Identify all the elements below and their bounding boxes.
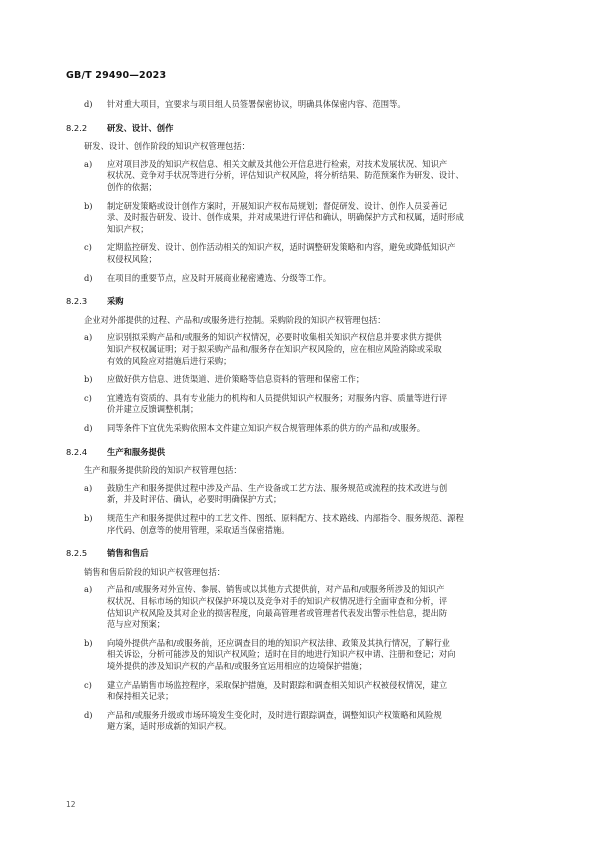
list-item-line: 向境外提供产品和/或服务前，还应调查目的地的知识产权法律、政策及其执行情况，了解行业 [107,637,450,648]
list-item-line: 应对项目涉及的知识产权信息、相关文献及其他公开信息进行检索，对技术发展状况、知识产 [107,158,448,169]
list-item-marker: b) [84,200,93,211]
list-item-line: 录、及时报告研发、设计、创作成果，并对成果进行评估和确认，明确保护方式和权属，适时形成 [107,212,464,223]
list-item-line: 知识产权； [107,223,149,234]
list-item-marker: c) [84,679,92,690]
list-item-line: 制定研发策略或设计创作方案时，开展知识产权布局规划；督促研发、设计、创作人员妥善记 [107,200,448,211]
list-item-line: 产品和/或服务对外宣传、参展、销售或以其他方式提供前，对产品和/或服务所涉及的知识产 [107,584,445,595]
list-item-line: 权状况、竞争对手状况等进行分析，评估知识产权风险，将分析结果、防范预案作为研发、设计、 [107,170,464,181]
list-item-line: 建立产品销售市场监控程序，采取保护措施，及时跟踪和调查相关知识产权被侵权情况，建立 [107,679,448,690]
intro-list-item-marker: d) [84,99,93,109]
standard-code-header: GB/T 29490—2023 [66,70,167,81]
list-item-line: 权状况、目标市场的知识产权保护环境以及竞争对手的知识产权情况进行全面审查和分析，评 [107,596,448,606]
list-item-marker: a) [84,332,93,343]
page-number: 12 [66,800,76,809]
list-item-line: 宜遴选有资质的、具有专业能力的机构和人员提供知识产权服务；对服务内容、质量等进行评 [107,392,448,403]
list-item-line: 境外提供的涉及知识产权的产品和/或服务宜运用相应的边境保护措施； [107,661,368,671]
list-item-marker: d) [84,272,93,283]
list-item-line: 序代码、创意等的使用管理，采取适当保密措施。 [107,524,290,535]
section-number: 8.2.2 [66,122,88,133]
list-item-line: 估知识产权风险及其对企业的损害程度，向最高管理者或管理者代表发出警示性信息，提出防 [107,607,448,618]
list-item-line: 范与应对预案； [107,619,166,630]
list-item-line: 知识产权权属证明；对于拟采购产品和/服务存在知识产权风险的，应在相应风险消除或采取 [107,344,442,354]
section-title: 采购 [107,296,124,307]
intro-list-item-line: 针对重大项目，宜要求与项目组人员签署保密协议，明确具体保密内容、范围等。 [107,99,406,109]
list-item-marker: a) [84,158,93,169]
list-item-line: 避方案，适时形成新的知识产权。 [107,721,232,732]
list-item-marker: a) [84,584,93,595]
list-item-marker: b) [84,637,93,648]
list-item-line: 价并建立反馈调整机制； [107,404,199,415]
list-item-marker: a) [84,482,93,493]
list-item-marker: d) [84,709,93,720]
list-item-marker: c) [84,392,92,403]
list-item-line: 应识别拟采购产品和/或服务的知识产权情况，必要时收集相关知识产权信息并要求供方提供 [107,332,442,343]
list-item-marker: d) [84,423,93,433]
list-item-line: 相关诉讼，分析可能涉及的知识产权风险；适时在目的地进行知识产权申请、注册和登记；对向 [107,649,456,660]
section-number: 8.2.4 [66,446,88,457]
list-item-marker: b) [84,374,93,385]
section-intro: 销售和售后阶段的知识产权管理包括： [84,566,226,577]
list-item-line: 有效的风险应对措施后进行采购； [107,355,232,366]
list-item-line: 同等条件下宜优先采购依照本文件建立知识产权合规管理体系的供方的产品和/或服务。 [107,423,426,433]
section-number: 8.2.5 [66,548,88,559]
list-item-line: 创作的依据； [107,182,157,192]
list-item-line: 规范生产和服务提供过程中的工艺文件、图纸、原料配方、技术路线、内部指令、服务规范、源程 [107,513,464,523]
list-item-line: 在项目的重要节点，应及时开展商业秘密遴选、分级等工作。 [107,272,332,283]
list-item-line: 应做好供方信息、进货渠道、进价策略等信息资料的管理和保密工作； [107,374,365,385]
section-title: 研发、设计、创作 [107,122,174,133]
list-item-marker: c) [84,242,92,253]
list-item-line: 产品和/或服务升级或市场环境发生变化时，及时进行跟踪调查，调整知识产权策略和风险规 [107,709,442,720]
list-item-marker: b) [84,513,93,523]
section-title: 生产和服务提供 [107,446,166,457]
list-item-line: 和保持相关记录； [107,691,174,702]
list-item-line: 新，并及时评估、确认，必要时明确保护方式； [107,494,282,505]
section-number: 8.2.3 [66,296,88,307]
section-title: 销售和售后 [107,548,149,559]
section-intro: 研发、设计、创作阶段的知识产权管理包括： [84,141,250,152]
list-item-line: 定期监控研发、设计、创作活动相关的知识产权，适时调整研发策略和内容，避免或降低知识产 [107,242,456,253]
section-intro: 企业对外部提供的过程、产品和/或服务进行控制。采购阶段的知识产权管理包括： [84,314,386,325]
section-intro: 生产和服务提供阶段的知识产权管理包括： [84,465,242,476]
list-item-line: 权侵权风险； [107,254,157,264]
list-item-line: 鼓励生产和服务提供过程中涉及产品、生产设备或工艺方法、服务规范或流程的技术改进与创 [107,482,448,493]
